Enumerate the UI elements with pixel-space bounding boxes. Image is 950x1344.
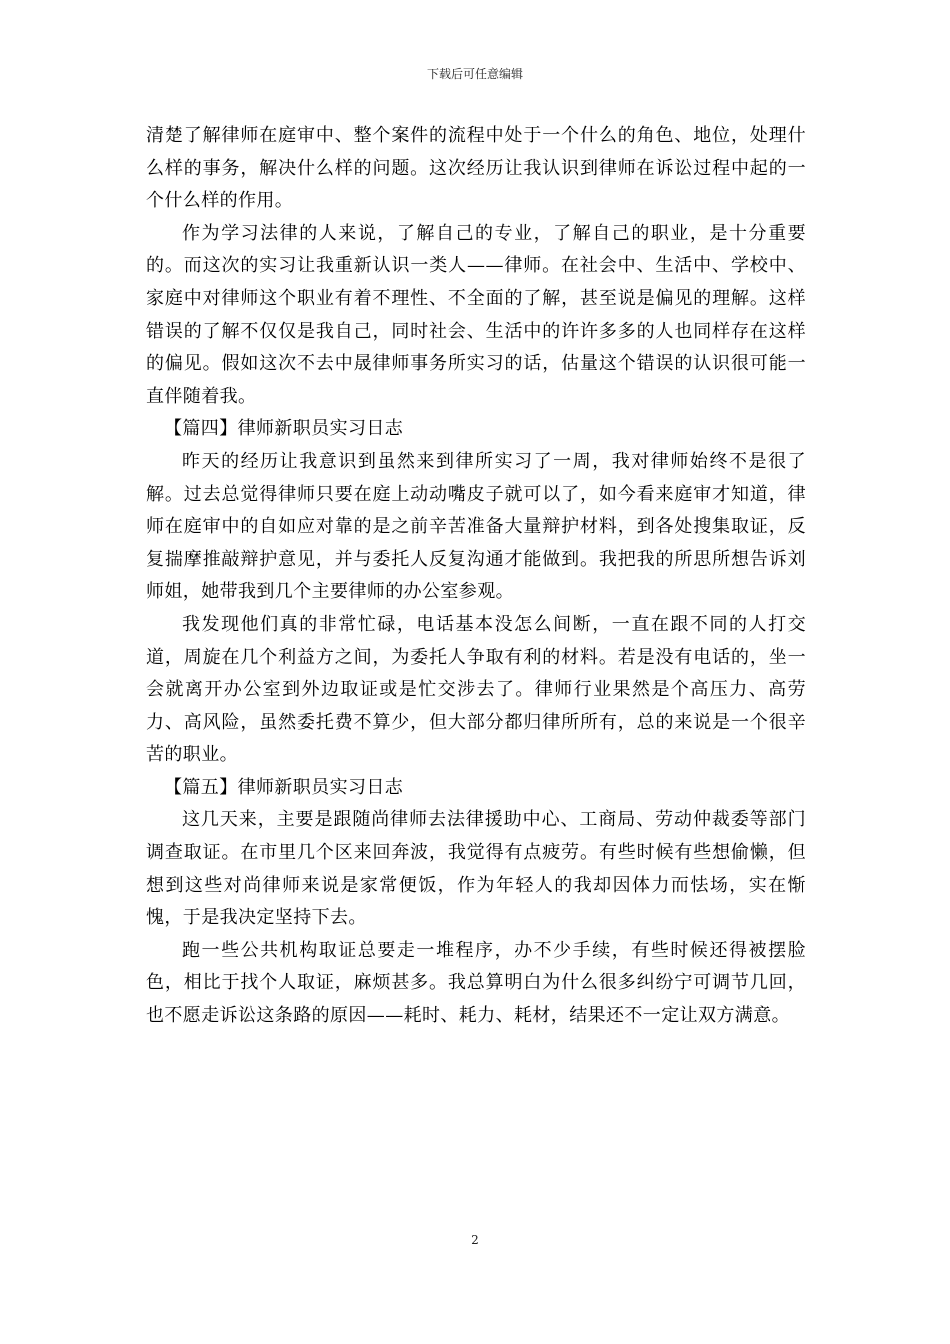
page-header: 下载后可任意编辑 — [426, 67, 523, 81]
document-body — [146, 120, 806, 1033]
page-number: 2 — [471, 1233, 479, 1247]
paragraph: 作为学习法律的人来说，了解自己的专业，了解自己的职业，是十分重要的。而这次的实习让我重新认识一类人——律师。在社会中、生活中、学校中、家庭中对律师这个职业有着不理性、不全面的了解，甚至说是偏见的理解。这样错误的了解不仅仅是我自己，同时社会、生活中的许许多多的人也同样存在这样的偏见。假如这次不去中晟律师事务所实习的话，估量这个错误的认识很可能一直伴随着我。 — [146, 222, 806, 407]
paragraph: 跑一些公共机构取证总要走一堆程序，办不少手续，有些时候还得被摆脸色，相比于找个人取证，麻烦甚多。我总算明白为什么很多纠纷宁可调节几回，也不愿走诉讼这条路的原因——耗时、耗力、耗材，结果还不一定让双方满意。 — [146, 939, 806, 1027]
paragraph: 昨天的经历让我意识到虽然来到律所实习了一周，我对律师始终不是很了解。过去总觉得律师只要在庭上动动嘴皮子就可以了，如今看来庭审才知道，律师在庭审中的自如应对靠的是之前辛苦准备大量辩护材料，到各处搜集取证，反复揣摩推敲辩护意见，并与委托人反复沟通才能做到。我把我的所思所想告诉刘师姐，她带我到几个主要律师的办公室参观。 — [146, 450, 806, 603]
paragraph: 我发现他们真的非常忙碌，电话基本没怎么间断，一直在跟不同的人打交道，周旋在几个利益方之间，为委托人争取有利的材料。若是没有电话的，坐一会就离开办公室到外边取证或是忙交涉去了。律师行业果然是个高压力、高劳力、高风险，虽然委托费不算少，但大部分都归律所所有，总的来说是一个很辛苦的职业。 — [146, 613, 806, 766]
paragraph-continuation: 清楚了解律师在庭审中、整个案件的流程中处于一个什么的角色、地位，处理什么样的事务，解决什么样的问题。这次经历让我认识到律师在诉讼过程中起的一个什么样的作用。 — [146, 125, 806, 212]
paragraph: 这几天来，主要是跟随尚律师去法律援助中心、工商局、劳动仲裁委等部门调查取证。在市里几个区来回奔波，我觉得有点疲劳。有些时候有些想偷懒，但想到这些对尚律师来说是家常便饭，作为年轻人的我却因体力而怯场，实在惭愧，于是我决定坚持下去。 — [146, 809, 806, 929]
section-heading-5: 【篇五】律师新职员实习日志 — [164, 776, 404, 798]
section-heading-4: 【篇四】律师新职员实习日志 — [164, 418, 404, 440]
